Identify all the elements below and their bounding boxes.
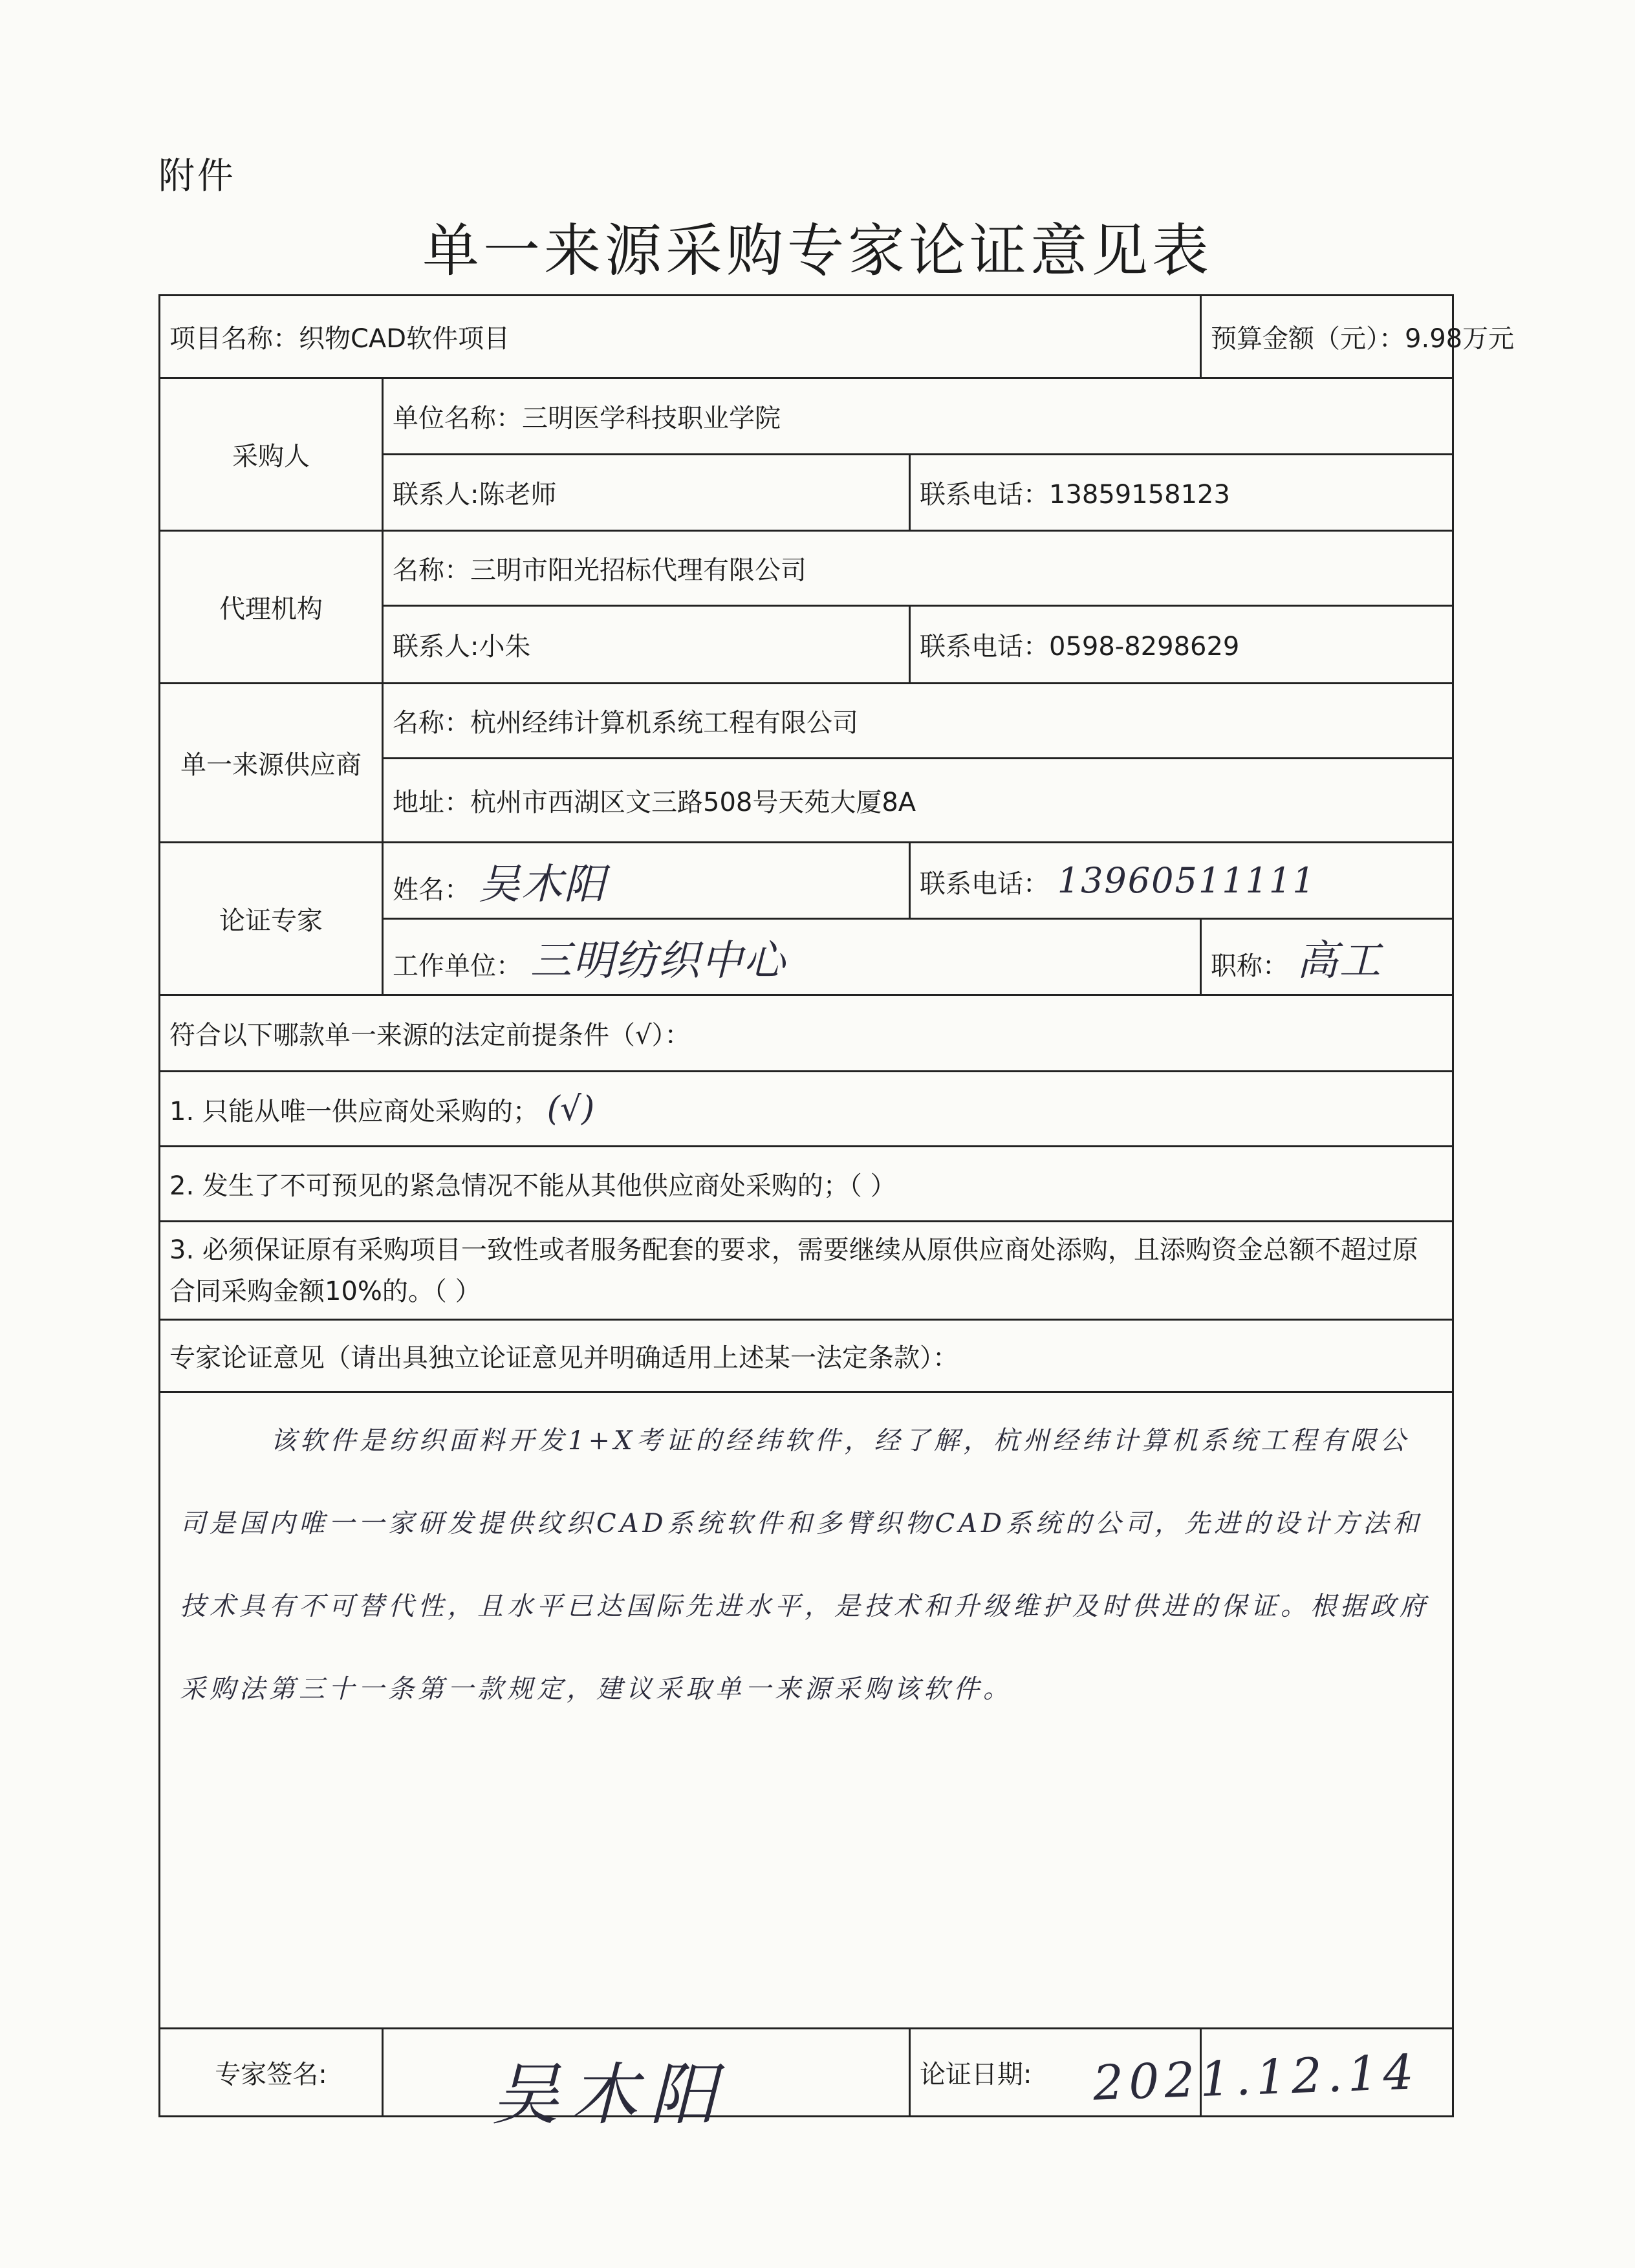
review-date: 2021.12.14 — [1092, 2044, 1420, 2111]
conditions-prompt-row — [160, 995, 1453, 1072]
agency-contact-label: 联系人: — [393, 632, 479, 662]
expert-title-value: 高工 — [1296, 936, 1382, 985]
condition-1-text: 1. 只能从唯一供应商处采购的； — [169, 1096, 539, 1127]
expert-signature: 吴木阳 — [492, 2055, 729, 2134]
supplier-name-cell — [383, 684, 1453, 759]
budget-cell — [1201, 296, 1515, 378]
agency-contact-value: 小朱 — [479, 632, 531, 662]
expert-opinion-form — [158, 294, 1515, 2117]
purchaser-unit-value: 三明医学科技职业学院 — [522, 404, 781, 433]
purchaser-phone-cell — [910, 455, 1453, 531]
expert-work-label: 工作单位： — [393, 951, 522, 981]
expert-phone-label: 联系电话： — [920, 869, 1049, 899]
purchaser-unit-label: 单位名称： — [393, 404, 522, 433]
expert-phone-cell — [910, 843, 1453, 919]
project-row — [160, 296, 1453, 378]
purchaser-unit-row — [160, 378, 1453, 455]
conditions-prompt: 符合以下哪款单一来源的法定前提条件（√）： — [160, 995, 1453, 1072]
condition-1-row — [160, 1072, 1453, 1147]
condition-1-cell — [160, 1072, 1453, 1147]
expert-name-cell — [383, 843, 910, 919]
opinion-handwritten-text: 该软件是纺织面料开发1+X考证的经纬软件，经了解，杭州经纬计算机系统工程有限公司是国内唯一一家研发提供纹织CAD系统软件和多臂织物CAD系统的公司，先进的设计方法和技术具有不可替代性，且水平已达国际先进水平，是技术和升级维护及时供进的保证。根据政府采购法第三十一条第一款规定，建议采取单一来源采购该软件。 — [160, 1392, 1453, 2029]
supplier-section: 单一来源供应商 — [160, 684, 383, 843]
expert-name-value: 吴木阳 — [478, 860, 607, 909]
project-name-value: 织物CAD软件项目 — [299, 324, 510, 354]
purchaser-phone-label: 联系电话： — [920, 480, 1049, 510]
agency-phone-value: 0598-8298629 — [1049, 632, 1240, 662]
supplier-name-value: 杭州经纬计算机系统工程有限公司 — [470, 708, 858, 738]
date-label: 论证日期: — [910, 2029, 1201, 2117]
purchaser-unit-cell — [383, 378, 1453, 455]
agency-contact-cell — [383, 606, 910, 684]
supplier-name-label: 名称： — [393, 708, 470, 738]
opinion-label: 专家论证意见（请出具独立论证意见并明确适用上述某一法定条款）： — [160, 1320, 1453, 1392]
agency-name-value: 三明市阳光招标代理有限公司 — [470, 556, 807, 585]
expert-title-label: 职称： — [1211, 951, 1289, 981]
supplier-name-row — [160, 684, 1453, 759]
expert-title-cell — [1201, 919, 1453, 995]
condition-3-text: 3. 必须保证原有采购项目一致性或者服务配套的要求，需要继续从原供应商处添购，且添购资金总额不超过原合同采购金额10%的。（ ） — [160, 1222, 1453, 1320]
expert-section: 论证专家 — [160, 843, 383, 995]
condition-2-row — [160, 1147, 1453, 1222]
agency-name-row — [160, 531, 1453, 606]
purchaser-contact-value: 陈老师 — [479, 480, 557, 510]
opinion-label-row — [160, 1320, 1453, 1392]
purchaser-contact-label: 联系人: — [393, 480, 479, 510]
agency-name-label: 名称： — [393, 556, 470, 585]
expert-name-row — [160, 843, 1453, 919]
agency-phone-cell — [910, 606, 1453, 684]
expert-phone-value: 13960511111 — [1057, 860, 1316, 901]
agency-section: 代理机构 — [160, 531, 383, 684]
budget-label: 预算金额（元）： — [1211, 324, 1405, 354]
supplier-address-cell — [383, 759, 1453, 843]
agency-name-cell — [383, 531, 1453, 606]
condition-3-row — [160, 1222, 1453, 1320]
signature-label: 专家签名: — [160, 2029, 383, 2117]
purchaser-section: 采购人 — [160, 378, 383, 531]
purchaser-contact-cell — [383, 455, 910, 531]
opinion-body-row — [160, 1392, 1453, 2029]
page-title: 单一来源采购专家论证意见表 — [422, 217, 1213, 284]
condition-1-checkmark: (√) — [547, 1089, 595, 1129]
project-name-cell — [160, 296, 1201, 378]
purchaser-phone-value: 13859158123 — [1049, 480, 1230, 510]
agency-phone-label: 联系电话： — [920, 632, 1049, 662]
supplier-address-value: 杭州市西湖区文三路508号天苑大厦8A — [470, 788, 916, 817]
expert-work-value: 三明纺织中心 — [530, 936, 786, 985]
condition-2-text: 2. 发生了不可预见的紧急情况不能从其他供应商处采购的；（ ） — [160, 1147, 1453, 1222]
supplier-address-label: 地址： — [393, 788, 470, 817]
budget-value: 9.98万元 — [1405, 324, 1515, 354]
project-name-label: 项目名称： — [169, 324, 299, 354]
attachment-label: 附件 — [158, 155, 236, 197]
expert-work-cell — [383, 919, 1201, 995]
expert-name-label: 姓名： — [393, 874, 470, 905]
